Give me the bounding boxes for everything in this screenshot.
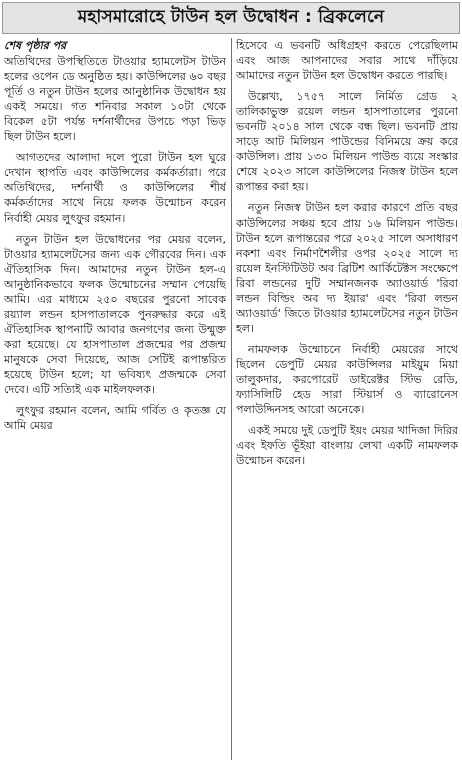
paragraph: উল্লেখ্য, ১৭৫৭ সালে নির্মিত গ্রেড ২ তালিকাভুক্ত রয়েল লন্ডন হাসপাতালের পুরনো ভবনটি ২০১৪ সাল থেকে বন্ধ ছিল। ভবনটি প্রায় সাড়ে আট মিলিয়ন পাউন্ডের বিনিময়ে ক্রয় করে কাউন্সিল। প্রায় ১৩০ মিলিয়ন পাউন্ড ব্যয়ে সংস্কার শেষে ২০২৩ সালে কাউন্সিলের নিজস্ব টাউন হলে রূপান্তর করা হয়। bbox=[236, 90, 458, 194]
paragraph: লুৎফুর রহমান বলেন, আমি গর্বিত ও কৃতজ্ঞ যে আমি মেয়র bbox=[4, 404, 226, 433]
column-divider bbox=[231, 38, 232, 760]
article-headline: মহাসমারোহে টাউন হল উদ্বোধন : ব্রিকলেনে bbox=[77, 7, 385, 27]
paragraph: অতিথিদের উপস্থিতিতে টাওয়ার হ্যামলেটস টাউন হলের ওপেন ডে অনুষ্ঠিত হয়। কাউন্সিলের ৬০ বছর পূর্তি ও নতুন টাউন হলের আনুষ্ঠানিক উদ্বোধন হয় একই সময়ে। গত শনিবার সকাল ১০টা থেকে বিকেল ৫টা পর্যন্ত দর্শনার্থীদের উপচে পড়া ভিড় ছিল টাউন হলে। bbox=[4, 55, 226, 144]
paragraph: নতুন টাউন হল উদ্বোধনের পর মেয়র বলেন, টাওয়ার হ্যামলেটসের জন্য এক গৌরবের দিন। এক ঐতিহাসিক দিন। আমাদের নতুন টাউন হল-এ আনুষ্ঠানিকভাবে ফলক উন্মোচনের সম্মান পেয়েছি আমি। এর মাধ্যমে ২৫০ বছরের পুরনো সাবেক রয়্যাল লন্ডন হাসপাতালকে পুনরুদ্ধার করে এই ঐতিহাসিক স্থাপনাটি আবার জনগণের জন্য উন্মুক্ত করা হয়েছে। যে হাসপাতাল প্রজন্মের পর প্রজন্ম মানুষকে সেবা দিয়েছে, আজ সেটিই রূপান্তরিত হয়েছে টাউন হলে; যা ভবিষ্যৎ প্রজন্মকে সেবা দেবে। এটি সত্যিই এক মাইলফলক। bbox=[4, 232, 226, 397]
paragraph: আগতদের আলাদা দলে পুরো টাউন হল ঘুরে দেখান স্থাপতি এবং কাউন্সিলের কর্মকর্তারা। পরে অতিথিদের, দর্শনার্থী ও কাউন্সিলের শীর্ষ কর্মকর্তাদের সাথে নিয়ে ফলক উন্মোচন করেন নির্বাহী মেয়র লুৎফুর রহমান। bbox=[4, 151, 226, 225]
paragraph: একই সময়ে দুই ডেপুটি ইয়ং মেয়র খাদিজা দিরির এবং ইফতি ভূঁইয়া বাংলায় লেখা একটি নামফলক উন্মোচন করেন। bbox=[236, 424, 458, 468]
continuation-kicker: শেষ পৃষ্ঠার পর bbox=[4, 39, 67, 52]
paragraph: নতুন নিজস্ব টাউন হল করার কারণে প্রতি বছর কাউন্সিলের সঞ্চয় হবে প্রায় ১৬ মিলিয়ন পাউন্ড। টাউন হলে রূপান্তরের পরে ২০২৫ সালে অসাধারণ নকশা এবং নির্মাণশৈলীর ওপর ২০২৫ সালে দ্য রয়েল ইনস্টিটিউট অব ব্রিটিশ আর্কিটেক্টস সংক্ষেপে রিবা লন্ডনের দুটি সম্মানজনক অ্যাওয়ার্ড 'রিবা লন্ডন বিল্ডিং অব দ্য ইয়ার' এবং 'রিবা লন্ডন অ্যাওয়ার্ড' জিতে টাওয়ার হ্যামলেটসের নতুন টাউন হল। bbox=[236, 201, 458, 335]
article-column-right bbox=[236, 38, 458, 762]
article-column-left bbox=[4, 38, 226, 762]
paragraph: হিসেবে এ ভবনটি অধিগ্রহণ করতে পেরেছিলাম এবং আজ আপনাদের সবার সাথে দাঁড়িয়ে আমাদের নতুন টাউন হল উদ্বোধন করতে পারছি। bbox=[236, 39, 458, 83]
headline-banner bbox=[2, 2, 460, 34]
paragraph: নামফলক উন্মোচনে নির্বাহী মেয়রের সাথে ছিলেন ডেপুটি মেয়র কাউন্সিলর মাইয়ুম মিয়া তালুকদার, করপোরেট ডাইরেক্টর স্টিভ রেডি, ফ্যাসিলিটি হেড সারা স্টিয়ার্স ও ব্যারোনেস পলাউদ্দিনসহ আরো অনেকে। bbox=[236, 342, 458, 417]
